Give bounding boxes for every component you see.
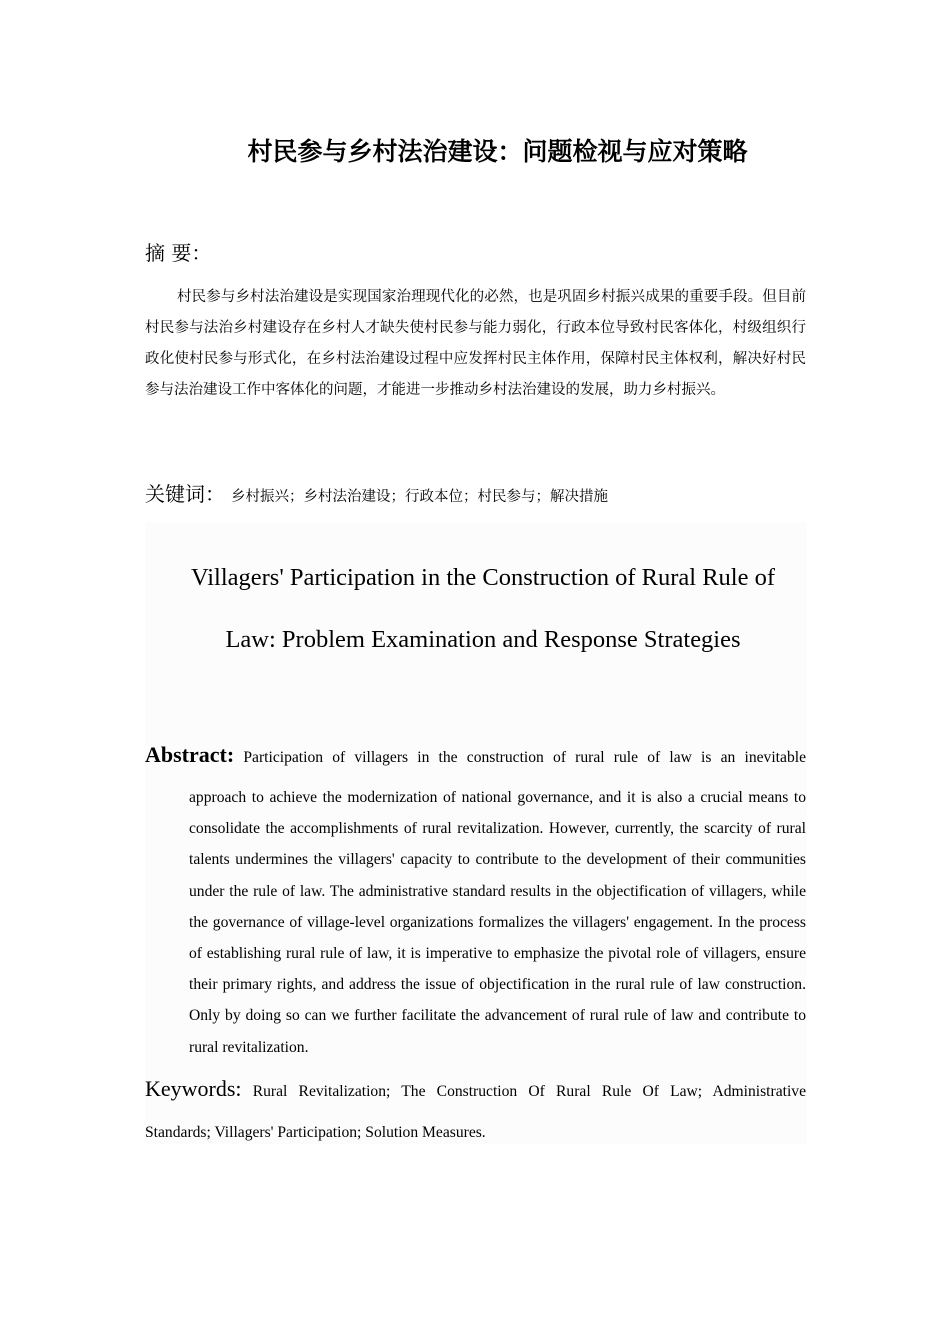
english-title-line-2: Law: Problem Examination and Response Strategies [225, 626, 741, 653]
cn-abstract-text: 村民参与乡村法治建设是实现国家治理现代化的必然，也是巩固乡村振兴成果的重要手段。但目前村民参与法治乡村建设存在乡村人才缺失使村民参与能力弱化，行政本位导致村民客体化，村级组织行政化使村民参与形式化，在乡村法治建设过程中应发挥村民主体作用，保障村民主体权利，解决好村民参与法治建设工作中客体化的问题，才能进一步推动乡村法治建设的发展，助力乡村振兴。 [145, 289, 806, 398]
english-abstract-first-line [145, 737, 806, 776]
english-keywords-first-line [145, 1071, 806, 1110]
english-abstract-label: Abstract: [145, 742, 235, 767]
cn-keywords [145, 478, 806, 507]
english-keywords-continuation: Standards; Villagers' Participation; Solution Measures. [145, 1124, 486, 1141]
cn-abstract-label: 摘 要： [145, 241, 212, 265]
english-abstract-body: approach to achieve the modernization of national governance, and it is also a crucial means to consolidate the accomplishments of rural revitalization. However, currently, the scarcity of rural talents undermines the villagers' capacity to contribute to the development of their communities under the rule of law. The administrative standard results in the objectification of villagers, while the governance of village-level organizations formalizes the villagers' engagement. In the process of establishing rural rule of law, it is imperative to emphasize the pivotal role of villagers, ensure their primary rights, and address the issue of objectification in the rural rule of law construction. Only by doing so can we further facilitate the advancement of rural rule of law and contribute to rural revitalization. [189, 789, 806, 1056]
cn-keywords-text: 乡村振兴；乡村法治建设；行政本位；村民参与；解决措施 [231, 489, 608, 505]
english-keywords-label: Keywords: [145, 1076, 242, 1101]
english-title-line-1: Villagers' Participation in the Construction of Rural Rule of [190, 564, 776, 591]
english-abstract-lead: Participation of villagers in the construction of rural rule of law is an inevitable [243, 749, 806, 766]
english-keywords-lead: Rural Revitalization; The Construction Of Rural Rule Of Law; Administrative [252, 1083, 807, 1100]
cn-keywords-label: 关键词： [145, 482, 225, 506]
english-title [160, 547, 806, 671]
page-title: 村民参与乡村法治建设：问题检视与应对策略 [247, 137, 748, 166]
